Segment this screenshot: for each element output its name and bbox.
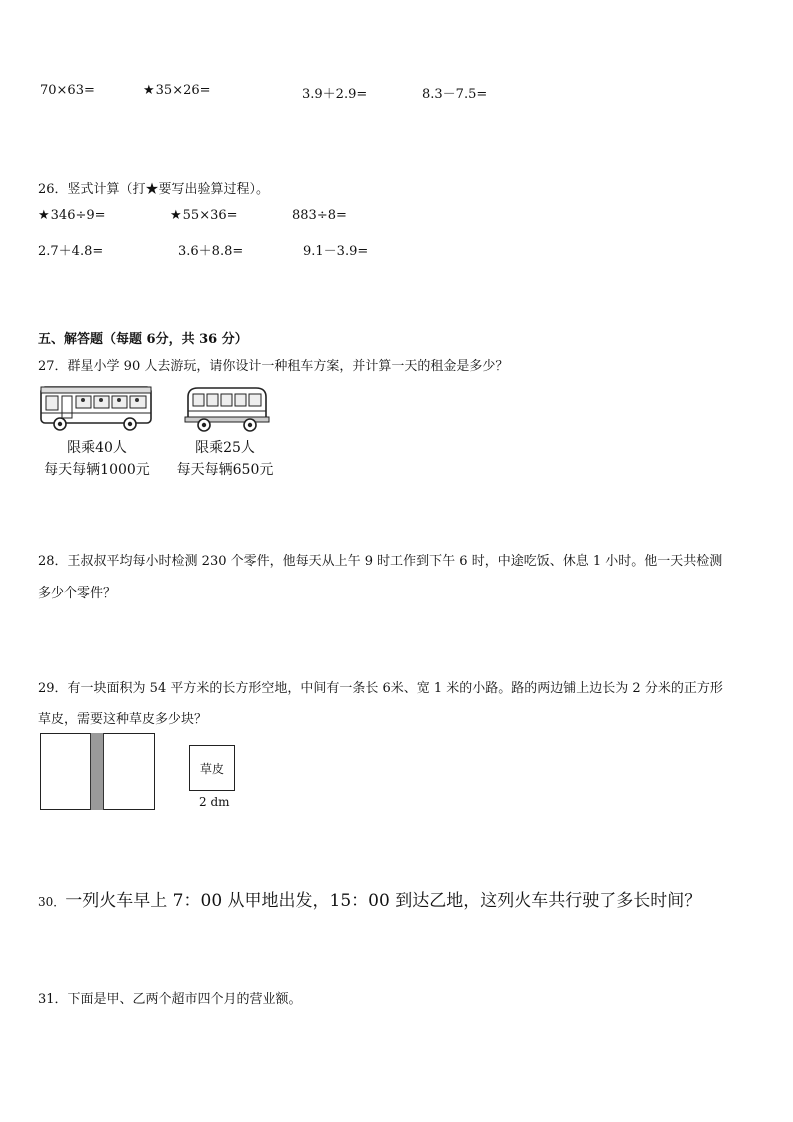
bus-capacity: 限乘40人	[67, 440, 127, 456]
calc-text: 9.1－3.9=	[303, 244, 369, 259]
calc-text: 883÷8=	[292, 208, 347, 223]
bus-price: 每天每辆1000元	[44, 462, 150, 478]
question-26	[38, 178, 269, 197]
question-number: 31．	[38, 992, 68, 1007]
calc-3.6+8.8	[178, 240, 243, 259]
question-number: 29．	[38, 681, 68, 696]
grass-tile	[189, 745, 235, 791]
calc-text: 70×63=	[40, 83, 95, 98]
large-bus-caption	[34, 437, 160, 481]
calc-55x36	[170, 208, 238, 223]
bus-capacity: 限乘25人	[195, 440, 255, 456]
calc-text: 3.9＋2.9=	[302, 87, 368, 102]
small-bus-caption	[164, 437, 286, 481]
star-icon: ★	[170, 208, 182, 223]
question-text: 王叔叔平均每小时检测 230 个零件，他每天从上午 9 时工作到下午 6 时，中途吃饭、休息 1 小时。他一天共检测	[67, 554, 723, 569]
calc-text: 3.6＋8.8=	[178, 244, 244, 259]
star-icon: ★	[38, 208, 50, 223]
question-number: 27．	[38, 359, 68, 374]
calc-text: 2.7＋4.8=	[38, 244, 104, 259]
tile-label: 草皮	[199, 761, 224, 776]
question-31	[38, 988, 302, 1007]
question-30	[38, 886, 701, 911]
question-number: 28．	[38, 554, 68, 569]
question-number: 26．	[38, 182, 68, 197]
question-text: 竖式计算（打★要写出验算过程）。	[67, 182, 270, 197]
bus-price: 每天每辆650元	[176, 462, 274, 478]
tile-size-label: 2 dm	[199, 795, 230, 809]
calc-2.7+4.8	[38, 240, 103, 259]
calc-35x26	[143, 83, 211, 98]
calc-text: 8.3－7.5=	[422, 87, 488, 102]
large-bus-icon	[38, 383, 156, 435]
star-icon: ★	[143, 83, 155, 98]
question-text: 群星小学 90 人去游玩，请你设计一种租车方案，并计算一天的租金是多少？	[67, 359, 509, 374]
small-bus-icon	[182, 383, 272, 435]
calc-text: 346÷9=	[50, 208, 106, 223]
question-29-line2: 草皮，需要这种草皮多少块？	[38, 712, 208, 727]
calc-883-div-8	[292, 208, 347, 223]
question-28-line2: 多少个零件？	[38, 586, 117, 601]
section-title: 五、解答题（每题 6分，共 36 分）	[38, 332, 248, 347]
question-number: 30．	[38, 895, 66, 909]
question-text: 一列火车早上 7：00 从甲地出发，15：00 到达乙地，这列火车共行驶了多长时间？	[65, 891, 702, 911]
question-text: 有一块面积为 54 平方米的长方形空地，中间有一条长 6米、宽 1 米的小路。路的两边铺上边长为 2 分米的正方形	[67, 681, 723, 696]
calc-346-div-9	[38, 208, 106, 223]
question-text: 下面是甲、乙两个超市四个月的营业额。	[67, 992, 302, 1007]
question-27	[38, 355, 508, 374]
calc-70x63	[40, 83, 95, 98]
calc-text: 55×36=	[182, 208, 238, 223]
calc-text: 35×26=	[155, 83, 211, 98]
calc-3.9+2.9	[302, 83, 367, 102]
question-29	[38, 677, 723, 696]
question-28	[38, 550, 722, 569]
calc-9.1-3.9	[303, 240, 368, 259]
road-strip	[90, 733, 104, 810]
calc-8.3-7.5	[422, 83, 487, 102]
